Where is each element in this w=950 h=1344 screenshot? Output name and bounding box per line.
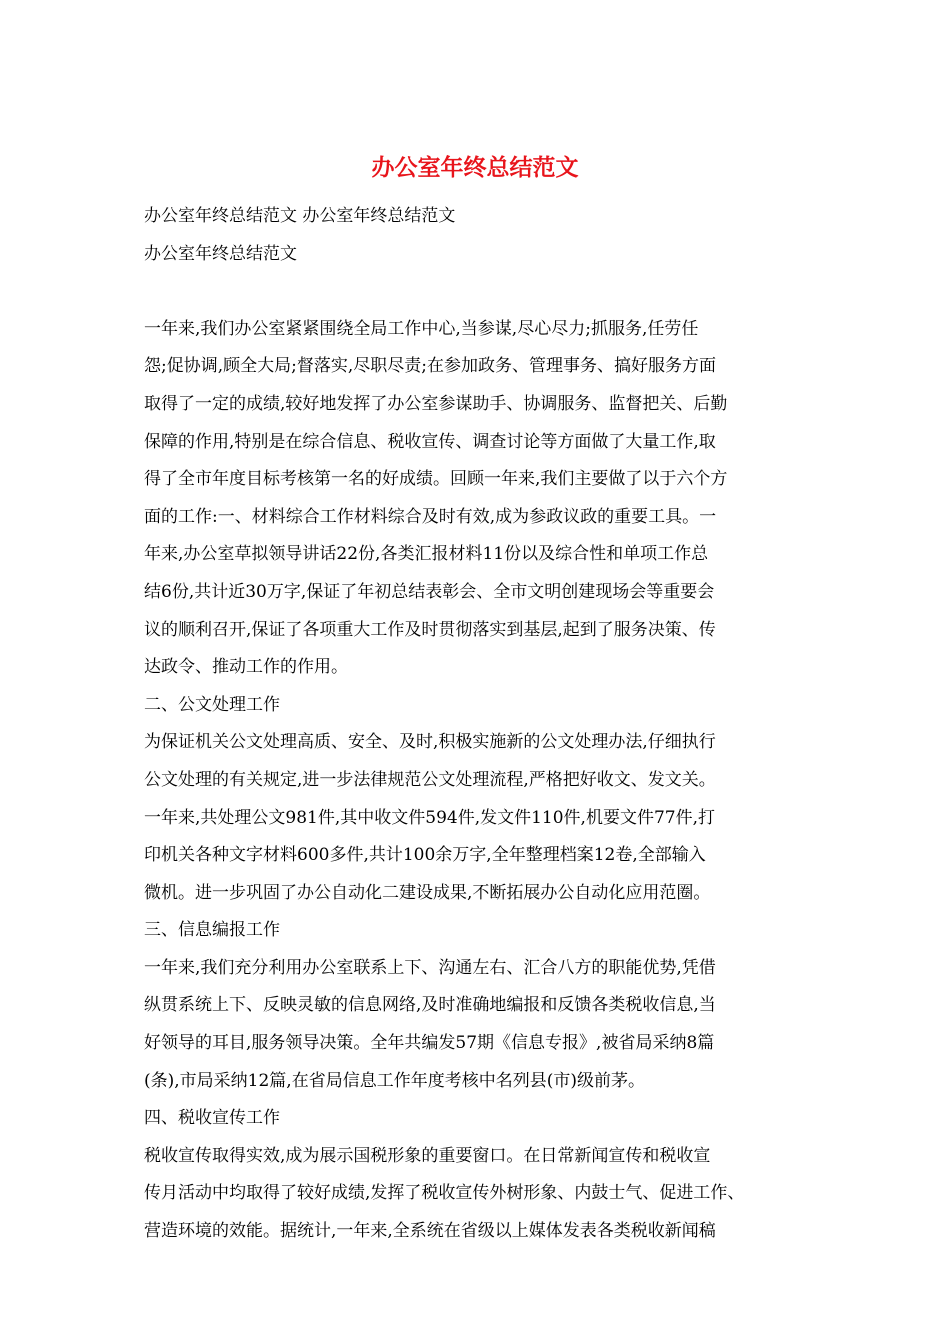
text-line: 为保证机关公文处理高质、安全、及时,积极实施新的公文处理办法,仔细执行 — [144, 732, 716, 753]
text-line: 四、税收宣传工作 — [144, 1108, 280, 1129]
text-line: 传月活动中均取得了较好成绩,发挥了税收宣传外树形象、内鼓士气、促进工作、 — [144, 1183, 745, 1204]
text-line: 保障的作用,特别是在综合信息、税收宣传、调查讨论等方面做了大量工作,取 — [144, 431, 716, 452]
text-line: 怨;促协调,顾全大局;督落实,尽职尽责;在参加政务、管理事务、搞好服务方面 — [144, 356, 716, 377]
text-line: 结6份,共计近30万字,保证了年初总结表彰会、全市文明创建现场会等重要会 — [144, 581, 715, 602]
text-line: 税收宣传取得实效,成为展示国税形象的重要窗口。在日常新闻宣传和税收宣 — [144, 1145, 711, 1166]
text-line: 达政令、推动工作的作用。 — [144, 657, 348, 678]
text-line: 年来,办公室草拟领导讲话22份,各类汇报材料11份以及综合性和单项工作总 — [144, 544, 709, 565]
text-line: (条),市局采纳12篇,在省局信息工作年度考核中名列县(市)级前茅。 — [144, 1070, 645, 1091]
text-line: 议的顺利召开,保证了各项重大工作及时贯彻落实到基层,起到了服务决策、传 — [144, 619, 716, 640]
text-line: 微机。进一步巩固了办公自动化二建设成果,不断拓展办公自动化应用范圈。 — [144, 882, 711, 903]
text-line: 得了全市年度目标考核第一名的好成绩。回顾一年来,我们主要做了以于六个方 — [144, 469, 728, 490]
text-line: 纵贯系统上下、反映灵敏的信息网络,及时准确地编报和反馈各类税收信息,当 — [144, 995, 716, 1016]
text-line: 办公室年终总结范文 — [144, 243, 297, 264]
text-line: 一年来,我们充分利用办公室联系上下、沟通左右、汇合八方的职能优势,凭借 — [144, 957, 716, 978]
document-body — [144, 198, 824, 1251]
text-line: 一年来,共处理公文981件,其中收文件594件,发文件110件,机要文件77件,打 — [144, 807, 715, 828]
text-line: 一年来,我们办公室紧紧围绕全局工作中心,当参谋,尽心尽力;抓服务,任劳任 — [144, 318, 699, 339]
text-line: 好领导的耳目,服务领导决策。全年共编发57期《信息专报》,被省局采纳8篇 — [144, 1033, 715, 1054]
text-line: 面的工作:一、材料综合工作材料综合及时有效,成为参政议政的重要工具。一 — [144, 506, 717, 527]
text-line: 二、公文处理工作 — [144, 694, 280, 715]
text-line: 办公室年终总结范文 办公室年终总结范文 — [144, 206, 456, 226]
text-line: 三、信息编报工作 — [144, 920, 280, 941]
text-line: 营造环境的效能。据统计,一年来,全系统在省级以上媒体发表各类税收新闻稿 — [144, 1221, 716, 1242]
blank-line — [144, 273, 824, 311]
text-line: 公文处理的有关规定,进一步法律规范公文处理流程,严格把好收文、发文关。 — [144, 769, 716, 790]
text-line: 印机关各种文字材料600多件,共计100余万字,全年整理档案12卷,全部输入 — [144, 845, 706, 866]
document-title: 办公室年终总结范文 — [371, 154, 579, 181]
text-line: 取得了一定的成绩,较好地发挥了办公室参谋助手、协调服务、监督把关、后勤 — [144, 393, 728, 414]
